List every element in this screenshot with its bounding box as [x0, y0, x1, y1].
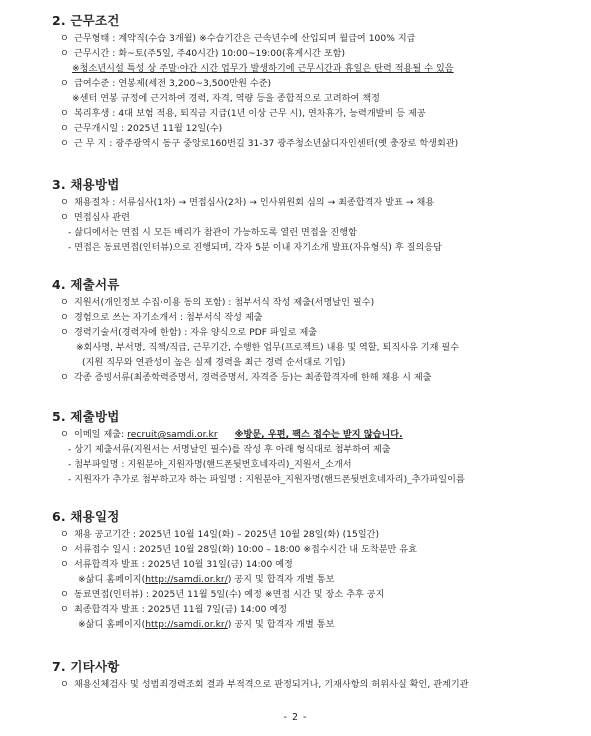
email-link[interactable]: recruit@samdi.or.kr: [127, 430, 218, 440]
email-note: ※방문, 우편, 팩스 접수는 받지 않습니다.: [234, 430, 403, 440]
list-item: ㅇ 근무형태 : 계약직(수습 3개월) ※수습기간은 근속년수에 산입되며 월급여 100% 지급: [52, 32, 572, 47]
list-item: ㅇ 복리후생 : 4대 보험 적용, 퇴직금 지급(1년 이상 근무 시), 연차휴가, 능력개발비 등 제공: [52, 107, 572, 122]
list-item: ㅇ 근 무 지 : 광주광역시 동구 중앙로160번길 31-37 광주청소년삶디자인센터(옛 충장로 학생회관): [52, 137, 572, 152]
list-item: ㅇ 지원서(개인정보 수집·이용 동의 포함) : 첨부서식 작성 제출(서명날인 필수): [52, 296, 572, 311]
homepage-link[interactable]: http://samdi.or.kr/: [145, 620, 228, 630]
note-line: ※회사명, 부서명, 직책/직급, 근무기간, 수행한 업무(프로젝트) 내용 및 역할, 퇴직사유 기재 필수: [76, 343, 460, 353]
list-item: ㅇ 경험으로 쓰는 자기소개서 : 첨부서식 작성 제출: [52, 311, 572, 326]
section-title: 3. 채용방법: [52, 177, 120, 192]
list-item: ㅇ 채용 공고기간 : 2025년 10월 14일(화) – 2025년 10월 28일(화) (15일간): [52, 528, 572, 543]
bullet-icon: ㅇ: [60, 430, 69, 440]
bullet-icon: ㅇ: [60, 373, 69, 383]
sub-item: - 면접은 동료면접(인터뷰)으로 진행되며, 각자 5분 이내 자기소개 발표(자유형식) 후 질의응답: [68, 243, 442, 253]
section-title: 4. 제출서류: [52, 277, 120, 292]
note-line: ※청소년시설 특성 상 주말·야간 시간 업무가 발생하기에 근무시간과 휴일은 탄력 적용될 수 있음: [72, 64, 454, 74]
list-item: ㅇ 각종 증빙서류(최종학력증명서, 경력증명서, 자격증 등)는 최종합격자에 한해 채용 시 제출: [52, 371, 572, 386]
section-documents: [52, 276, 572, 386]
list-item: ㅇ 채용절차 : 서류심사(1차) → 면접심사(2차) → 인사위원회 심의 → 최종합격자 발표 → 채용: [52, 196, 572, 211]
section-title: 2. 근무조건: [52, 13, 120, 28]
bullet-icon: ㅇ: [60, 605, 69, 615]
bullet-icon: ㅇ: [60, 680, 69, 690]
note-line: ※센터 연봉 규정에 근거하여 경력, 자격, 역량 등을 종합적으로 고려하여 책정: [72, 94, 380, 104]
note-line: ※삶디 홈페이지(http://samdi.or.kr/) 공지 및 합격자 개별 통보: [78, 575, 335, 585]
bullet-icon: ㅇ: [60, 298, 69, 308]
list-item: [52, 428, 572, 443]
sub-item: - 첨부파일명 : 지원분야_지원자명(핸드폰뒷번호네자리)_지원서_소개서: [68, 460, 352, 470]
list-item: ㅇ 채용신체검사 및 성범죄경력조회 결과 부적격으로 판정되거나, 기재사항의 허위사실 확인, 관계기관: [52, 678, 572, 693]
bullet-icon: ㅇ: [60, 79, 69, 89]
list-item: ㅇ 최종합격자 발표 : 2025년 11월 7일(금) 14:00 예정: [52, 603, 572, 618]
section-schedule: [52, 508, 572, 633]
bullet-icon: ㅇ: [60, 213, 69, 223]
list-item: ㅇ 근무시간 : 화~토(주5일, 주40시간) 10:00~19:00(휴게시간 포함): [52, 47, 572, 62]
bullet-icon: ㅇ: [60, 124, 69, 134]
bullet-icon: ㅇ: [60, 328, 69, 338]
bullet-icon: ㅇ: [60, 590, 69, 600]
list-item: ㅇ 급여수준 : 연봉제(세전 3,200~3,500만원 수준): [52, 77, 572, 92]
section-misc: [52, 658, 572, 693]
sub-item: - 삶디에서는 면접 시 모든 배리가 참관이 가능하도록 열린 면접을 진행함: [68, 228, 357, 238]
note-line: (지원 직무와 연관성이 높은 실제 경력을 최근 경력 순서대로 기입): [82, 358, 346, 368]
bullet-icon: ㅇ: [60, 49, 69, 59]
bullet-icon: ㅇ: [60, 530, 69, 540]
bullet-icon: ㅇ: [60, 545, 69, 555]
sub-item: - 지원자가 추가로 첨부하고자 하는 파일명 : 지원분야_지원자명(핸드폰뒷번호네자리)_추가파일이름: [68, 475, 465, 485]
bullet-icon: ㅇ: [60, 198, 69, 208]
list-item: ㅇ 경력기술서(경력자에 한함) : 자유 양식으로 PDF 파일로 제출: [52, 326, 572, 341]
sub-item: - 상기 제출서류(지원서는 서명날인 필수)를 작성 후 아래 형식대로 첨부하여 제출: [68, 445, 391, 455]
bullet-icon: ㅇ: [60, 109, 69, 119]
list-item: ㅇ 면접심사 관련: [52, 211, 572, 226]
bullet-icon: ㅇ: [60, 139, 69, 149]
bullet-icon: ㅇ: [60, 313, 69, 323]
section-work-conditions: [52, 12, 572, 152]
section-title: 7. 기타사항: [52, 659, 120, 674]
section-title: 5. 제출방법: [52, 409, 120, 424]
note-line: ※삶디 홈페이지(http://samdi.or.kr/) 공지 및 합격자 개별 통보: [78, 620, 335, 630]
homepage-link[interactable]: http://samdi.or.kr/: [145, 575, 228, 585]
section-submission-method: [52, 408, 572, 488]
list-item: ㅇ 서류접수 일시 : 2025년 10월 28일(화) 10:00 – 18:00 ※접수시간 내 도착분만 유효: [52, 543, 572, 558]
section-hiring-method: [52, 176, 572, 256]
bullet-icon: ㅇ: [60, 560, 69, 570]
email-label: 이메일 제출:: [74, 430, 128, 440]
list-item: ㅇ 근무개시일 : 2025년 11월 12일(수): [52, 122, 572, 137]
section-title: 6. 채용일정: [52, 509, 120, 524]
list-item: ㅇ 동료면접(인터뷰) : 2025년 11월 5일(수) 예정 ※면접 시간 및 장소 추후 공지: [52, 588, 572, 603]
list-item: ㅇ 서류합격자 발표 : 2025년 10월 31일(금) 14:00 예정: [52, 558, 572, 573]
bullet-icon: ㅇ: [60, 34, 69, 44]
page-number: - 2 -: [283, 712, 308, 723]
